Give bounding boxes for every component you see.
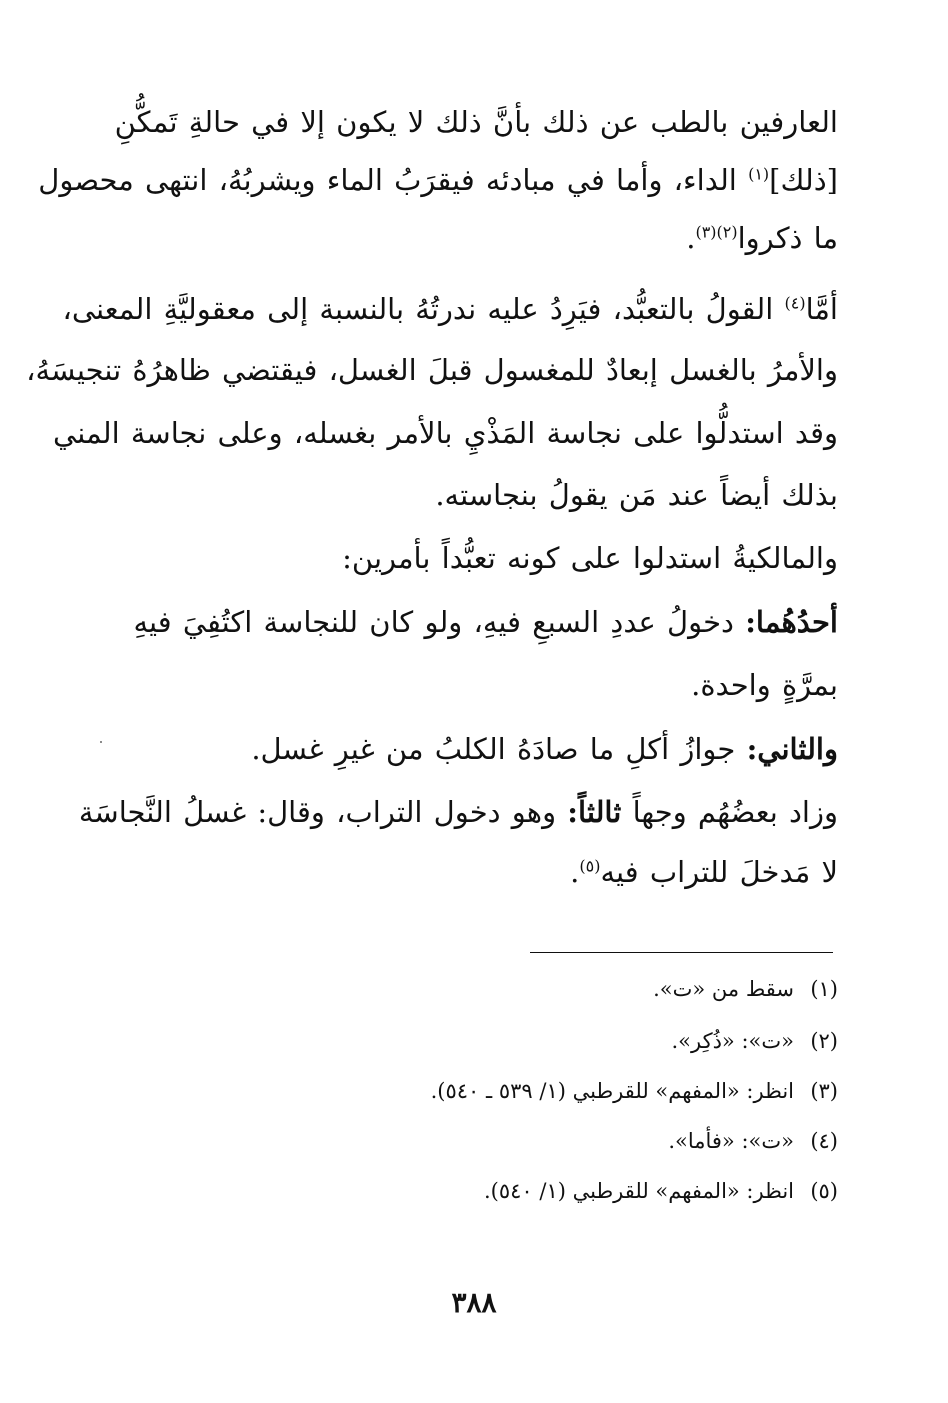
footnote-text: انظر: «المفهم» للقرطبي (١/ ٥٣٩ ـ ٥٤٠). bbox=[430, 1079, 794, 1103]
text-line-11 bbox=[110, 732, 838, 766]
text-line-13-content: لا مَدخلَ للتراب فيه bbox=[600, 855, 838, 889]
text-line-4 bbox=[62, 292, 838, 326]
text-line-13 bbox=[110, 855, 838, 889]
footnote-4 bbox=[668, 1129, 838, 1153]
footnote-text: سقط من «ت». bbox=[653, 977, 794, 1001]
footnote-1 bbox=[653, 977, 838, 1001]
text-line-5 bbox=[26, 353, 838, 387]
text-line-3 bbox=[110, 221, 838, 255]
text-line-8-content: والمالكيةُ استدلوا على كونه تعبُّداً بأمرين: bbox=[342, 541, 838, 575]
text-line-10-content: بمرَّةٍ واحدة. bbox=[691, 668, 838, 702]
page-number: ٣٨٨ bbox=[451, 1286, 497, 1319]
footnote-separator bbox=[530, 952, 833, 953]
text-line-2-bracket: [ذلك] bbox=[769, 163, 838, 197]
footnote-ref-3[interactable]: (٣) bbox=[695, 222, 717, 242]
text-line-12-start: وزاد بعضُهُم وجهاً bbox=[632, 795, 838, 829]
text-line-1-content: العارفين بالطب عن ذلك بأنَّ ذلك لا يكون إلا في حالةِ تَمكُّنِ bbox=[114, 105, 838, 139]
second-reason-label: والثاني: bbox=[746, 732, 838, 766]
text-line-11-content: جوازُ أكلِ ما صادَهُ الكلبُ من غيرِ غسل. bbox=[251, 732, 736, 766]
footnote-text: انظر: «المفهم» للقرطبي (١/ ٥٤٠). bbox=[483, 1179, 794, 1203]
text-line-9-content: دخولُ عددِ السبعِ فيهِ، ولو كان للنجاسة اكتُفِيَ فيهِ bbox=[133, 605, 734, 639]
footnote-3 bbox=[431, 1079, 838, 1103]
text-line-13-period: . bbox=[570, 855, 580, 889]
text-line-12-content: وهو دخول التراب، وقال: غسلُ النَّجاسَة bbox=[78, 795, 557, 829]
text-line-4-amma: أمَّا bbox=[805, 292, 838, 326]
third-reason-label: ثالثاً: bbox=[567, 795, 622, 829]
text-line-2 bbox=[38, 163, 838, 197]
text-line-3-content: ما ذكروا bbox=[737, 221, 838, 255]
footnote-number: (٤) bbox=[810, 1129, 838, 1153]
text-line-3-period: . bbox=[686, 221, 696, 255]
footnote-2 bbox=[671, 1029, 838, 1053]
footnote-number: (٢) bbox=[810, 1029, 838, 1053]
footnote-ref-5[interactable]: (٥) bbox=[579, 856, 601, 876]
footnote-number: (٣) bbox=[810, 1079, 838, 1103]
footnote-text: «ت»: «ذُكِر». bbox=[671, 1029, 794, 1053]
text-line-10 bbox=[110, 668, 838, 702]
text-line-2-content: الداء، وأما في مبادئه فيقرَبُ الماء ويشربُهُ، انتهى محصول bbox=[38, 163, 737, 197]
footnote-number: (٥) bbox=[810, 1179, 838, 1203]
text-line-4-content: القولُ بالتعبُّد، فيَرِدُ عليه ندرتُهُ بالنسبة إلى معقوليَّةِ المعنى، bbox=[62, 292, 774, 326]
text-line-12 bbox=[78, 795, 838, 829]
footnote-number: (١) bbox=[810, 977, 838, 1001]
text-line-5-content: والأمرُ بالغسل إبعادٌ للمغسول قبلَ الغسل، فيقتضي ظاهرُهُ تنجيسَهُ، bbox=[26, 353, 838, 387]
footnote-5 bbox=[484, 1179, 838, 1203]
scan-speck bbox=[100, 741, 102, 743]
footnote-text: «ت»: «فأما». bbox=[668, 1129, 794, 1153]
text-line-1 bbox=[110, 105, 838, 139]
footnote-ref-1[interactable]: (١) bbox=[748, 164, 770, 184]
text-line-9 bbox=[110, 605, 838, 639]
text-line-6 bbox=[53, 416, 838, 450]
text-line-7-content: بذلك أيضاً عند مَن يقولُ بنجاسته. bbox=[435, 478, 838, 512]
footnote-ref-2[interactable]: (٢) bbox=[716, 222, 738, 242]
first-reason-label: أحدُهُما: bbox=[745, 605, 838, 639]
text-line-7 bbox=[110, 478, 838, 512]
text-line-8 bbox=[110, 541, 838, 575]
footnote-ref-4[interactable]: (٤) bbox=[784, 293, 806, 313]
text-line-6-content: وقد استدلُّوا على نجاسة المَذْيِ بالأمر بغسله، وعلى نجاسة المني bbox=[53, 416, 838, 450]
